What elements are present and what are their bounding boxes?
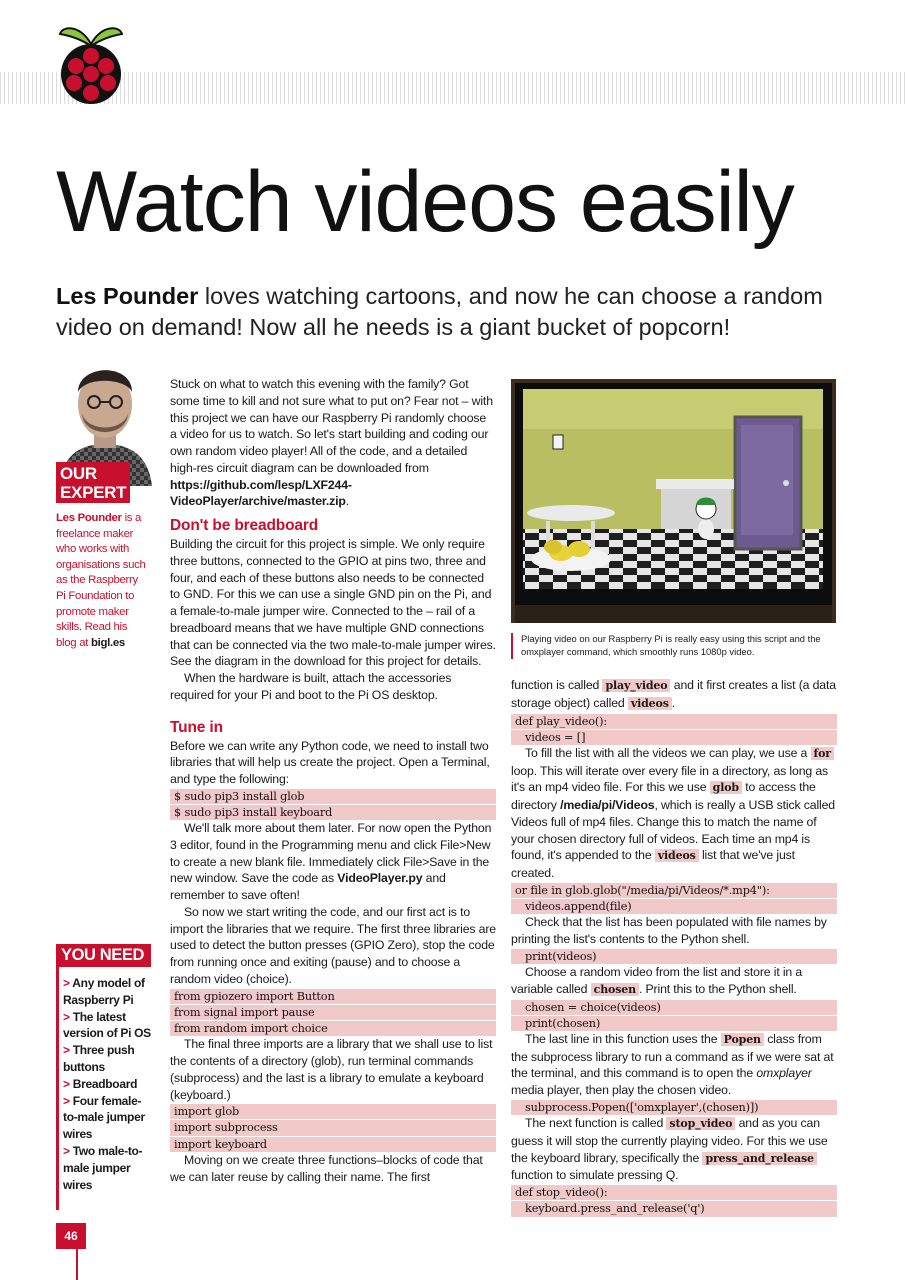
code-line: or file in glob.glob("/media/pi/Videos/*.mp4"): — [511, 883, 837, 898]
video-player-photo — [511, 379, 836, 623]
body-paragraph: To fill the list with all the videos we can play, we use a for loop. This will iterate over every file in a directory, as long as it's an mp4 video file. For this we use glob to access the directory /media/pi/Videos, which is really a USB stick called Videos full of mp4 files. Change this to match the name of your chosen directory full of videos. Each time an mp4 is found, it's appended to the videos list that we've just created. — [511, 745, 835, 881]
body-paragraph: The final three imports are a library that we shall use to list the contents of a directory (glob), run terminal commands (subprocess) and the last is a library to emulate a keyboard (keyboard.) — [170, 1037, 493, 1102]
you-need-item: > Two male-to-male jumper wires — [63, 1143, 143, 1192]
code-line: $ sudo pip3 install keyboard — [170, 805, 496, 820]
code-line: import subprocess — [170, 1120, 496, 1135]
header-stripe — [0, 72, 905, 104]
expert-name: Les Pounder — [56, 512, 122, 524]
subheading-breadboard: Don't be breadboard — [170, 517, 319, 534]
you-need-item: > Breadboard — [63, 1076, 138, 1091]
you-need-item: > Any model of Raspberry Pi — [63, 976, 145, 1007]
body-paragraph: So now we start writing the code, and our first act is to import the libraries that we require. The first three libraries are used to detect the button presses (GPIO Zero), stop the code from running once and exiting (pause) and to choose a random video (choice). — [170, 904, 496, 986]
body-paragraph: Check that the list has been populated with file names by printing the list's contents to the Python shell. — [511, 915, 827, 947]
body-paragraph: Building the circuit for this project is simple. We only require three buttons, connected to the GPIO at pins two, three and four, and each of these buttons also needs to be connected to GND. For this we can use a single GND pin on the Pi, and a female-to-male jumper wire. Connected to the – rail of a breadboard means that we have multiple GND connections that can be connected via the two male-to-male jumper wires. See the diagram in the download for this project for details. — [170, 537, 496, 669]
code-line: from signal import pause — [170, 1005, 496, 1020]
intro-paragraph: Stuck on what to watch this evening with the family? Got some time to kill and not sure what to put on? Fear not – with this project we can have our Raspberry Pi randomly choose a video for us to watch. So let's start building and coding our own random video player! All of the code, and a detailed high-res circuit diagram can be downloaded from https://github.com/lesp/LXF244-VideoPlayer/archive/master.zip. — [170, 377, 493, 509]
code-line: videos.append(file) — [511, 899, 837, 914]
page-title: Watch videos easily — [56, 154, 794, 250]
body-paragraph: We'll talk more about them later. For now open the Python 3 editor, found in the Programming menu and click File>New to create a new blank file. Immediately click File>Save in the new window. Save the code as VideoPlayer.py and remember to save often! — [170, 821, 492, 903]
code-line: from gpiozero import Button — [170, 989, 496, 1004]
code-line: print(videos) — [511, 949, 837, 964]
code-line: def stop_video(): — [511, 1185, 837, 1200]
code-line: print(chosen) — [511, 1016, 837, 1031]
you-need-item: > Four female-to-male jumper wires — [63, 1093, 145, 1142]
photo-caption: Playing video on our Raspberry Pi is really easy using this script and the omxplayer command, which smoothly runs 1080p video. — [511, 633, 836, 659]
expert-bio-text: is a freelance maker who works with organisations such as the Raspberry Pi Foundation to promote maker skills. Read his blog at — [56, 512, 146, 649]
article-column-2 — [511, 677, 837, 1217]
code-line: def play_video(): — [511, 714, 837, 729]
body-paragraph: Before we can write any Python code, we need to install two libraries that will help us create the project. Open a Terminal, and type the following: — [170, 738, 490, 786]
expert-blog-link[interactable]: bigl.es — [90, 636, 125, 649]
you-need-box — [56, 944, 151, 1210]
you-need-list — [59, 975, 151, 1193]
body-paragraph: When the hardware is built, attach the accessories required for your Pi and boot to the Pi OS desktop. — [170, 671, 452, 702]
code-line: videos = [] — [511, 730, 837, 745]
code-line: $ sudo pip3 install glob — [170, 789, 496, 804]
you-need-heading: YOU NEED — [56, 944, 151, 967]
expert-badge-line1: OUR — [60, 464, 97, 483]
body-paragraph: The last line in this function uses the Popen class from the subprocess library to run a command as if we were sat at the terminal, and this command is to open the omxplayer media player, then play the chosen video. — [511, 1031, 834, 1098]
code-line: import glob — [170, 1104, 496, 1119]
standfirst — [56, 281, 846, 343]
subheading-tune-in: Tune in — [170, 718, 223, 736]
standfirst-author: Les Pounder — [56, 283, 199, 309]
download-link[interactable]: https://github.com/lesp/LXF244-VideoPlayer/archive/master.zip — [170, 477, 352, 509]
code-line: from random import choice — [170, 1021, 496, 1036]
you-need-item: > Three push buttons — [63, 1043, 135, 1074]
code-line: keyboard.press_and_release('q') — [511, 1201, 837, 1216]
body-paragraph: Moving on we create three functions–blocks of code that we can later reuse by calling their name. The first — [170, 1152, 483, 1184]
body-paragraph: Choose a random video from the list and store it in a variable called chosen . Print this to the Python shell. — [511, 965, 803, 996]
you-need-item: > The latest version of Pi OS — [63, 1009, 151, 1041]
code-line: import keyboard — [170, 1137, 496, 1152]
our-expert-badge — [56, 462, 130, 503]
expert-badge-line2: EXPERT — [60, 483, 127, 502]
standfirst-text: loves watching cartoons, and now he can choose a random video on demand! Now all he needs is a giant bucket of popcorn! — [56, 283, 823, 340]
expert-bio — [56, 511, 150, 651]
body-paragraph: The next function is called stop_video and as you can guess it will stop the currently playing video. For this we use the keyboard library, specifically the press_and_release function to simulate pressing Q. — [511, 1116, 828, 1183]
article-column-1 — [170, 376, 496, 1185]
code-line: subprocess.Popen(['omxplayer',(chosen)]) — [511, 1100, 837, 1115]
page-number: 46 — [56, 1223, 86, 1249]
code-line: chosen = choice(videos) — [511, 1000, 837, 1015]
page-number-tick — [76, 1249, 78, 1280]
raspberry-pi-logo — [52, 14, 130, 106]
body-paragraph: function is called play_video and it first creates a list (a data storage object) called videos . — [511, 678, 836, 710]
